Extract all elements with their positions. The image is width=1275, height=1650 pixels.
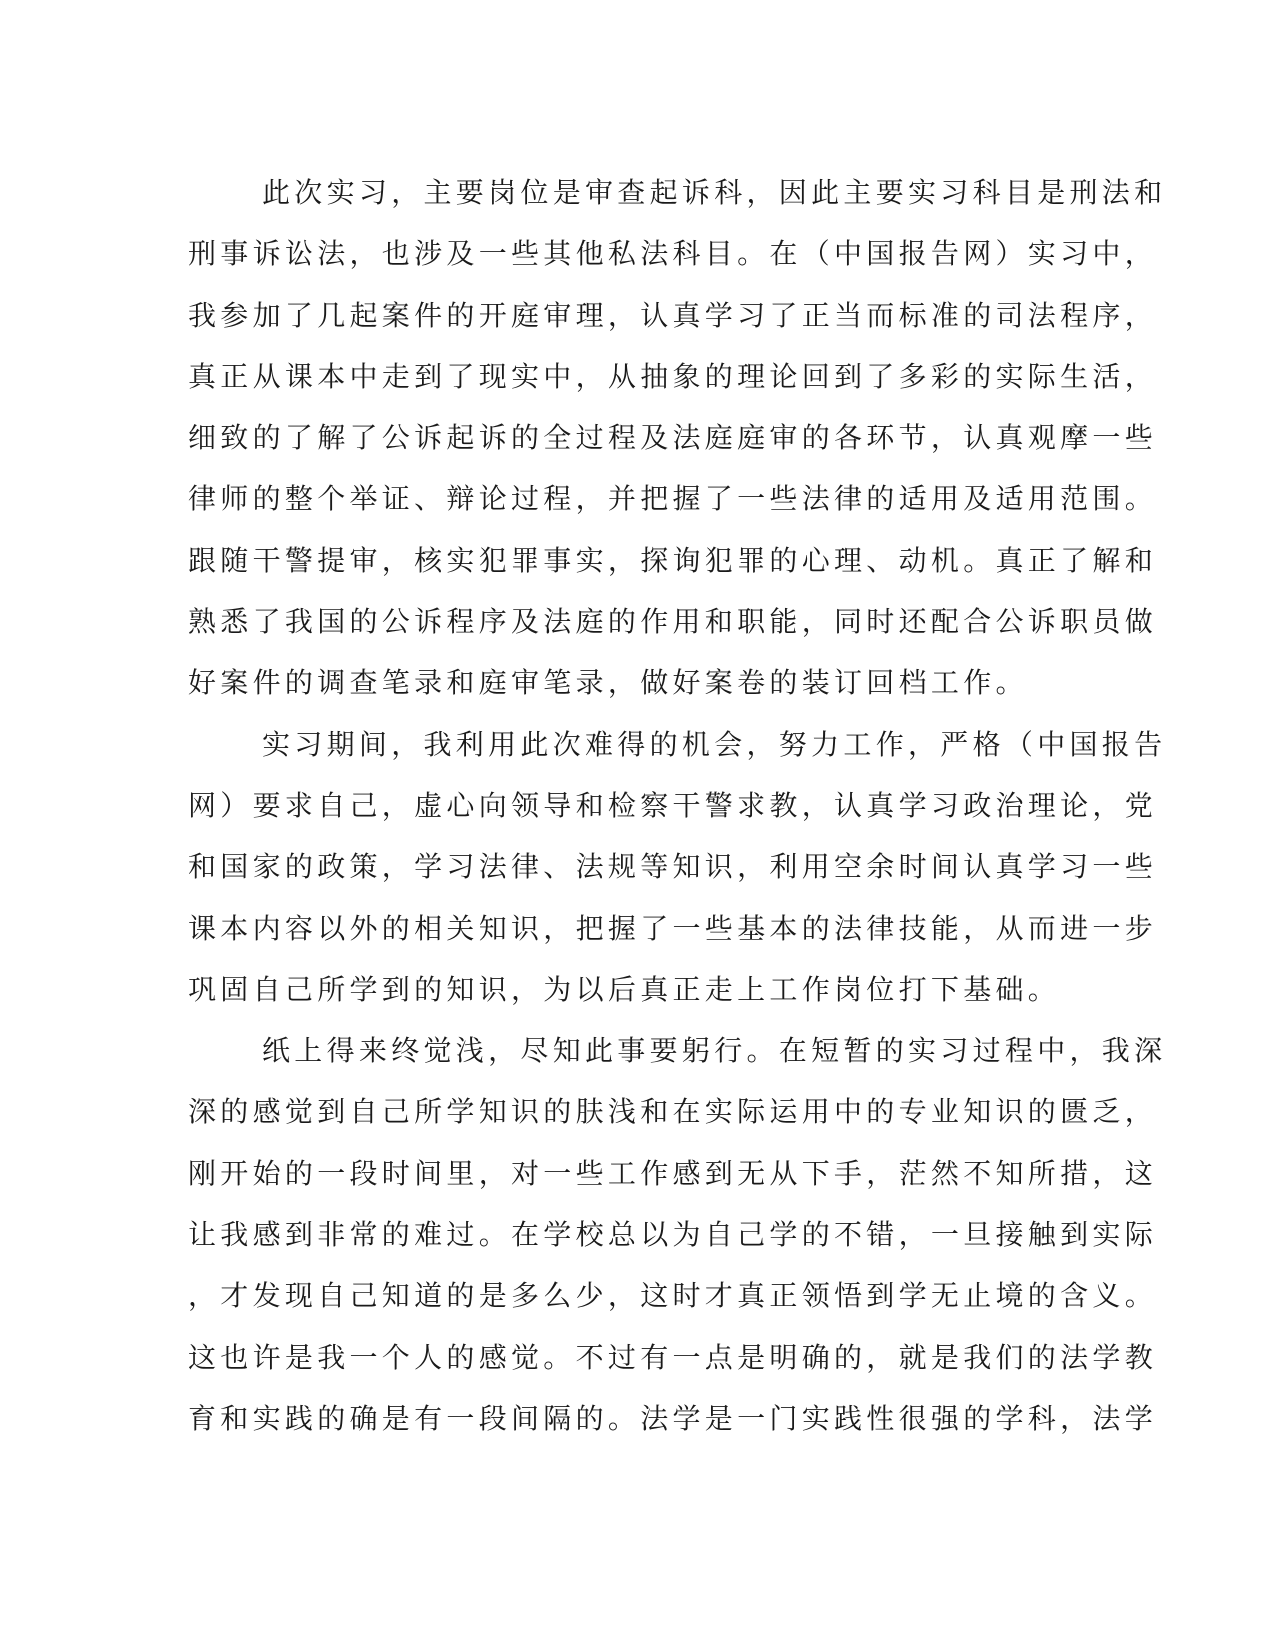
text-line: 我参加了几起案件的开庭审理，认真学习了正当而标准的司法程序， <box>188 298 1158 332</box>
paragraph-2 <box>188 714 1167 1020</box>
text-line: 此次实习，主要岗位是审查起诉科，因此主要实习科目是刑法和 <box>262 176 1167 209</box>
text-line: 律师的整个举证、辩论过程，并把握了一些法律的适用及适用范围。 <box>188 482 1158 516</box>
text-line: 刑事诉讼法，也涉及一些其他私法科目。在（中国报告网）实习中， <box>188 237 1158 271</box>
text-line: ，才发现自己知道的是多么少，这时才真正领悟到学无止境的含义。 <box>188 1279 1158 1313</box>
text-line: 课本内容以外的相关知识，把握了一些基本的法律技能，从而进一步 <box>188 911 1158 945</box>
text-line: 跟随干警提审，核实犯罪事实，探询犯罪的心理、动机。真正了解和 <box>188 543 1158 577</box>
text-line: 巩固自己所学到的知识，为以后真正走上工作岗位打下基础。 <box>188 972 1061 1006</box>
text-line: 网）要求自己，虚心向领导和检察干警求教，认真学习政治理论，党 <box>188 788 1158 822</box>
text-line: 让我感到非常的难过。在学校总以为自己学的不错，一旦接触到实际 <box>188 1218 1158 1252</box>
text-line: 真正从课本中走到了现实中，从抽象的理论回到了多彩的实际生活， <box>188 359 1158 393</box>
text-line: 育和实践的确是有一段间隔的。法学是一门实践性很强的学科，法学 <box>188 1401 1158 1435</box>
text-line: 实习期间，我利用此次难得的机会，努力工作，严格（中国报告 <box>262 727 1167 761</box>
body-text <box>188 162 1167 1449</box>
text-line: 细致的了解了公诉起诉的全过程及法庭庭审的各环节，认真观摩一些 <box>188 421 1158 455</box>
text-line: 这也许是我一个人的感觉。不过有一点是明确的，就是我们的法学教 <box>188 1340 1158 1374</box>
text-line: 纸上得来终觉浅，尽知此事要躬行。在短暂的实习过程中，我深 <box>262 1034 1167 1068</box>
paragraph-3 <box>188 1020 1167 1449</box>
text-line: 和国家的政策，学习法律、法规等知识，利用空余时间认真学习一些 <box>188 850 1158 884</box>
text-line: 刚开始的一段时间里，对一些工作感到无从下手，茫然不知所措，这 <box>188 1156 1158 1190</box>
paragraph-1 <box>188 162 1167 714</box>
text-line: 深的感觉到自己所学知识的肤浅和在实际运用中的专业知识的匮乏， <box>188 1095 1158 1129</box>
text-line: 熟悉了我国的公诉程序及法庭的作用和职能，同时还配合公诉职员做 <box>188 605 1158 639</box>
text-line: 好案件的调查笔录和庭审笔录，做好案卷的装订回档工作。 <box>188 666 1028 700</box>
